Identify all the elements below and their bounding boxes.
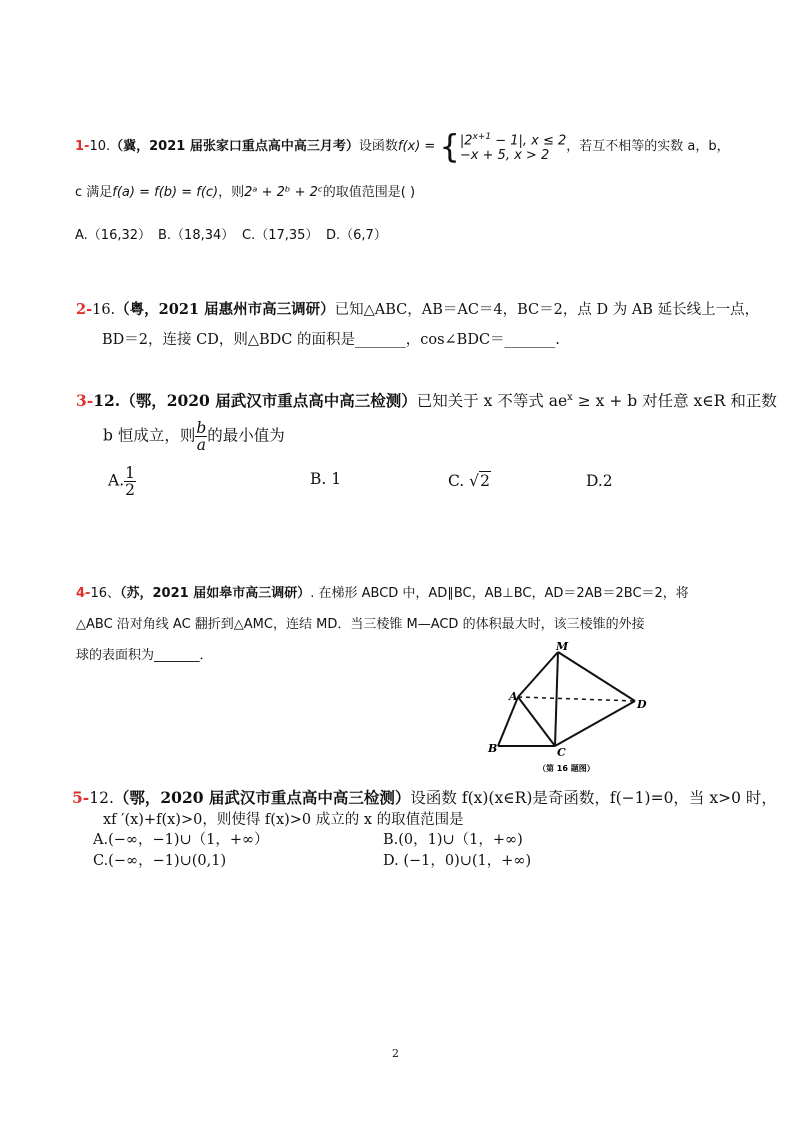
question-no: 10.: [89, 139, 111, 155]
question-3-line-1: [76, 389, 777, 411]
question-text: 设函数: [358, 139, 398, 155]
question-number: 2-: [76, 301, 93, 318]
pyramid-figure: [480, 638, 660, 776]
answer-option-b: B. 1: [310, 470, 342, 488]
answer-option-b: B.(0，1)∪（1，+∞): [383, 832, 523, 848]
question-text: ，则: [218, 185, 245, 200]
question-number: 1-: [75, 139, 90, 155]
question-2-line-2: BD＝2，连接 CD，则△BDC 的面积是_______，cos∠BDC＝_______.: [102, 332, 560, 348]
question-1-line-1: [75, 127, 730, 166]
function-name: f(x) =: [397, 139, 440, 155]
question-number: 5-: [72, 788, 90, 807]
fraction-b-over-a: $\frac{b}{a}$: [196, 419, 207, 454]
question-source: （苏，2021 届如皋市高三调研）: [120, 586, 311, 601]
answer-option-d: D.2: [586, 472, 613, 490]
label-a: A: [509, 690, 518, 703]
answer-option-d: D. (−1，0)∪(1，+∞): [383, 853, 532, 869]
question-no: 12.: [89, 789, 114, 807]
case-1: $|2^{x+1} - 1|$, x ≤ 2: [459, 132, 567, 149]
brace-symbol: {: [439, 127, 460, 166]
question-number: 4-: [76, 586, 91, 601]
question-no: 16.: [92, 302, 116, 318]
label-m: M: [556, 640, 569, 653]
case-2: −x + 5, x > 2: [459, 148, 550, 164]
answer-option-a: A.（16,32）: [75, 228, 152, 243]
answer-option-d: D.（6,7）: [326, 228, 387, 243]
question-3-line-2: [103, 420, 285, 453]
label-c: C: [557, 746, 566, 759]
page-number: 2: [392, 1047, 399, 1060]
question-text: 设函数 f(x)(x∈R)是奇函数，f(−1)=0，当 x>0 时，: [410, 789, 777, 807]
question-text: 已知关于 x 不等式 ae: [416, 392, 568, 410]
question-source: （粤，2021 届惠州市高三调研）: [115, 301, 335, 318]
question-4-line-2: △ABC 沿对角线 AC 翻折到△AMC，连结 MD．当三棱锥 M—ACD 的体积最大时，该三棱锥的外接: [76, 617, 645, 632]
label-d: D: [637, 698, 647, 711]
question-text: ≥ x + b 对任意 x∈R 和正数: [572, 392, 777, 410]
question-5-line-2: xf ′(x)+f(x)>0，则使得 f(x)>0 成立的 x 的取值范围是: [103, 812, 464, 828]
question-text: b 恒成立，则: [103, 426, 196, 445]
question-source: （冀，2021 届张家口重点高中高三月考）: [110, 139, 359, 155]
sqrt-expression: √2: [469, 472, 490, 490]
answer-option-a: A. $\frac{1}{2}$: [108, 464, 135, 499]
math-expression: 2ᵃ + 2ᵇ + 2ᶜ: [244, 185, 323, 200]
question-4-line-3: 球的表面积为_______．: [76, 648, 213, 663]
question-4-line-1: [76, 582, 689, 601]
question-text: c 满足: [75, 185, 113, 200]
question-source: （鄂，2020 届武汉市重点高中高三检测）: [113, 788, 411, 807]
answer-option-c: C.（17,35）: [242, 228, 319, 243]
question-number: 3-: [76, 391, 94, 410]
question-text: 的最小值为: [207, 426, 285, 445]
question-text: . 在梯形 ABCD 中，AD∥BC，AB⊥BC，AD＝2AB＝2BC＝2，将: [310, 586, 689, 601]
question-5-line-1: [72, 786, 777, 808]
fraction-one-half: $\frac{1}{2}$: [125, 464, 135, 499]
answer-option-a: A.(−∞，−1)∪（1，+∞）: [93, 832, 269, 848]
piecewise-cases: [460, 130, 566, 163]
answer-option-b: B.（18,34）: [158, 228, 235, 243]
superscript: x: [567, 391, 573, 403]
question-text: 已知△ABC，AB＝AC＝4，BC＝2，点 D 为 AB 延长线上一点，: [334, 302, 760, 318]
question-1-line-2: [75, 181, 415, 200]
question-no: 16、: [90, 586, 120, 601]
figure-caption: （第 16 题图）: [538, 764, 595, 773]
question-text: 的取值范围是( ): [322, 185, 416, 200]
answer-option-c: C. √2: [448, 472, 490, 490]
question-text: ，若互不相等的实数 a，b，: [566, 139, 730, 155]
label-b: B: [488, 742, 498, 755]
question-source: （鄂，2020 届武汉市重点高中高三检测）: [120, 391, 417, 410]
question-2-line-1: [76, 298, 759, 319]
question-no: 12.: [93, 391, 121, 410]
math-condition: f(a) = f(b) = f(c): [112, 185, 219, 200]
answer-option-c: C.(−∞，−1)∪(0,1): [93, 853, 227, 869]
